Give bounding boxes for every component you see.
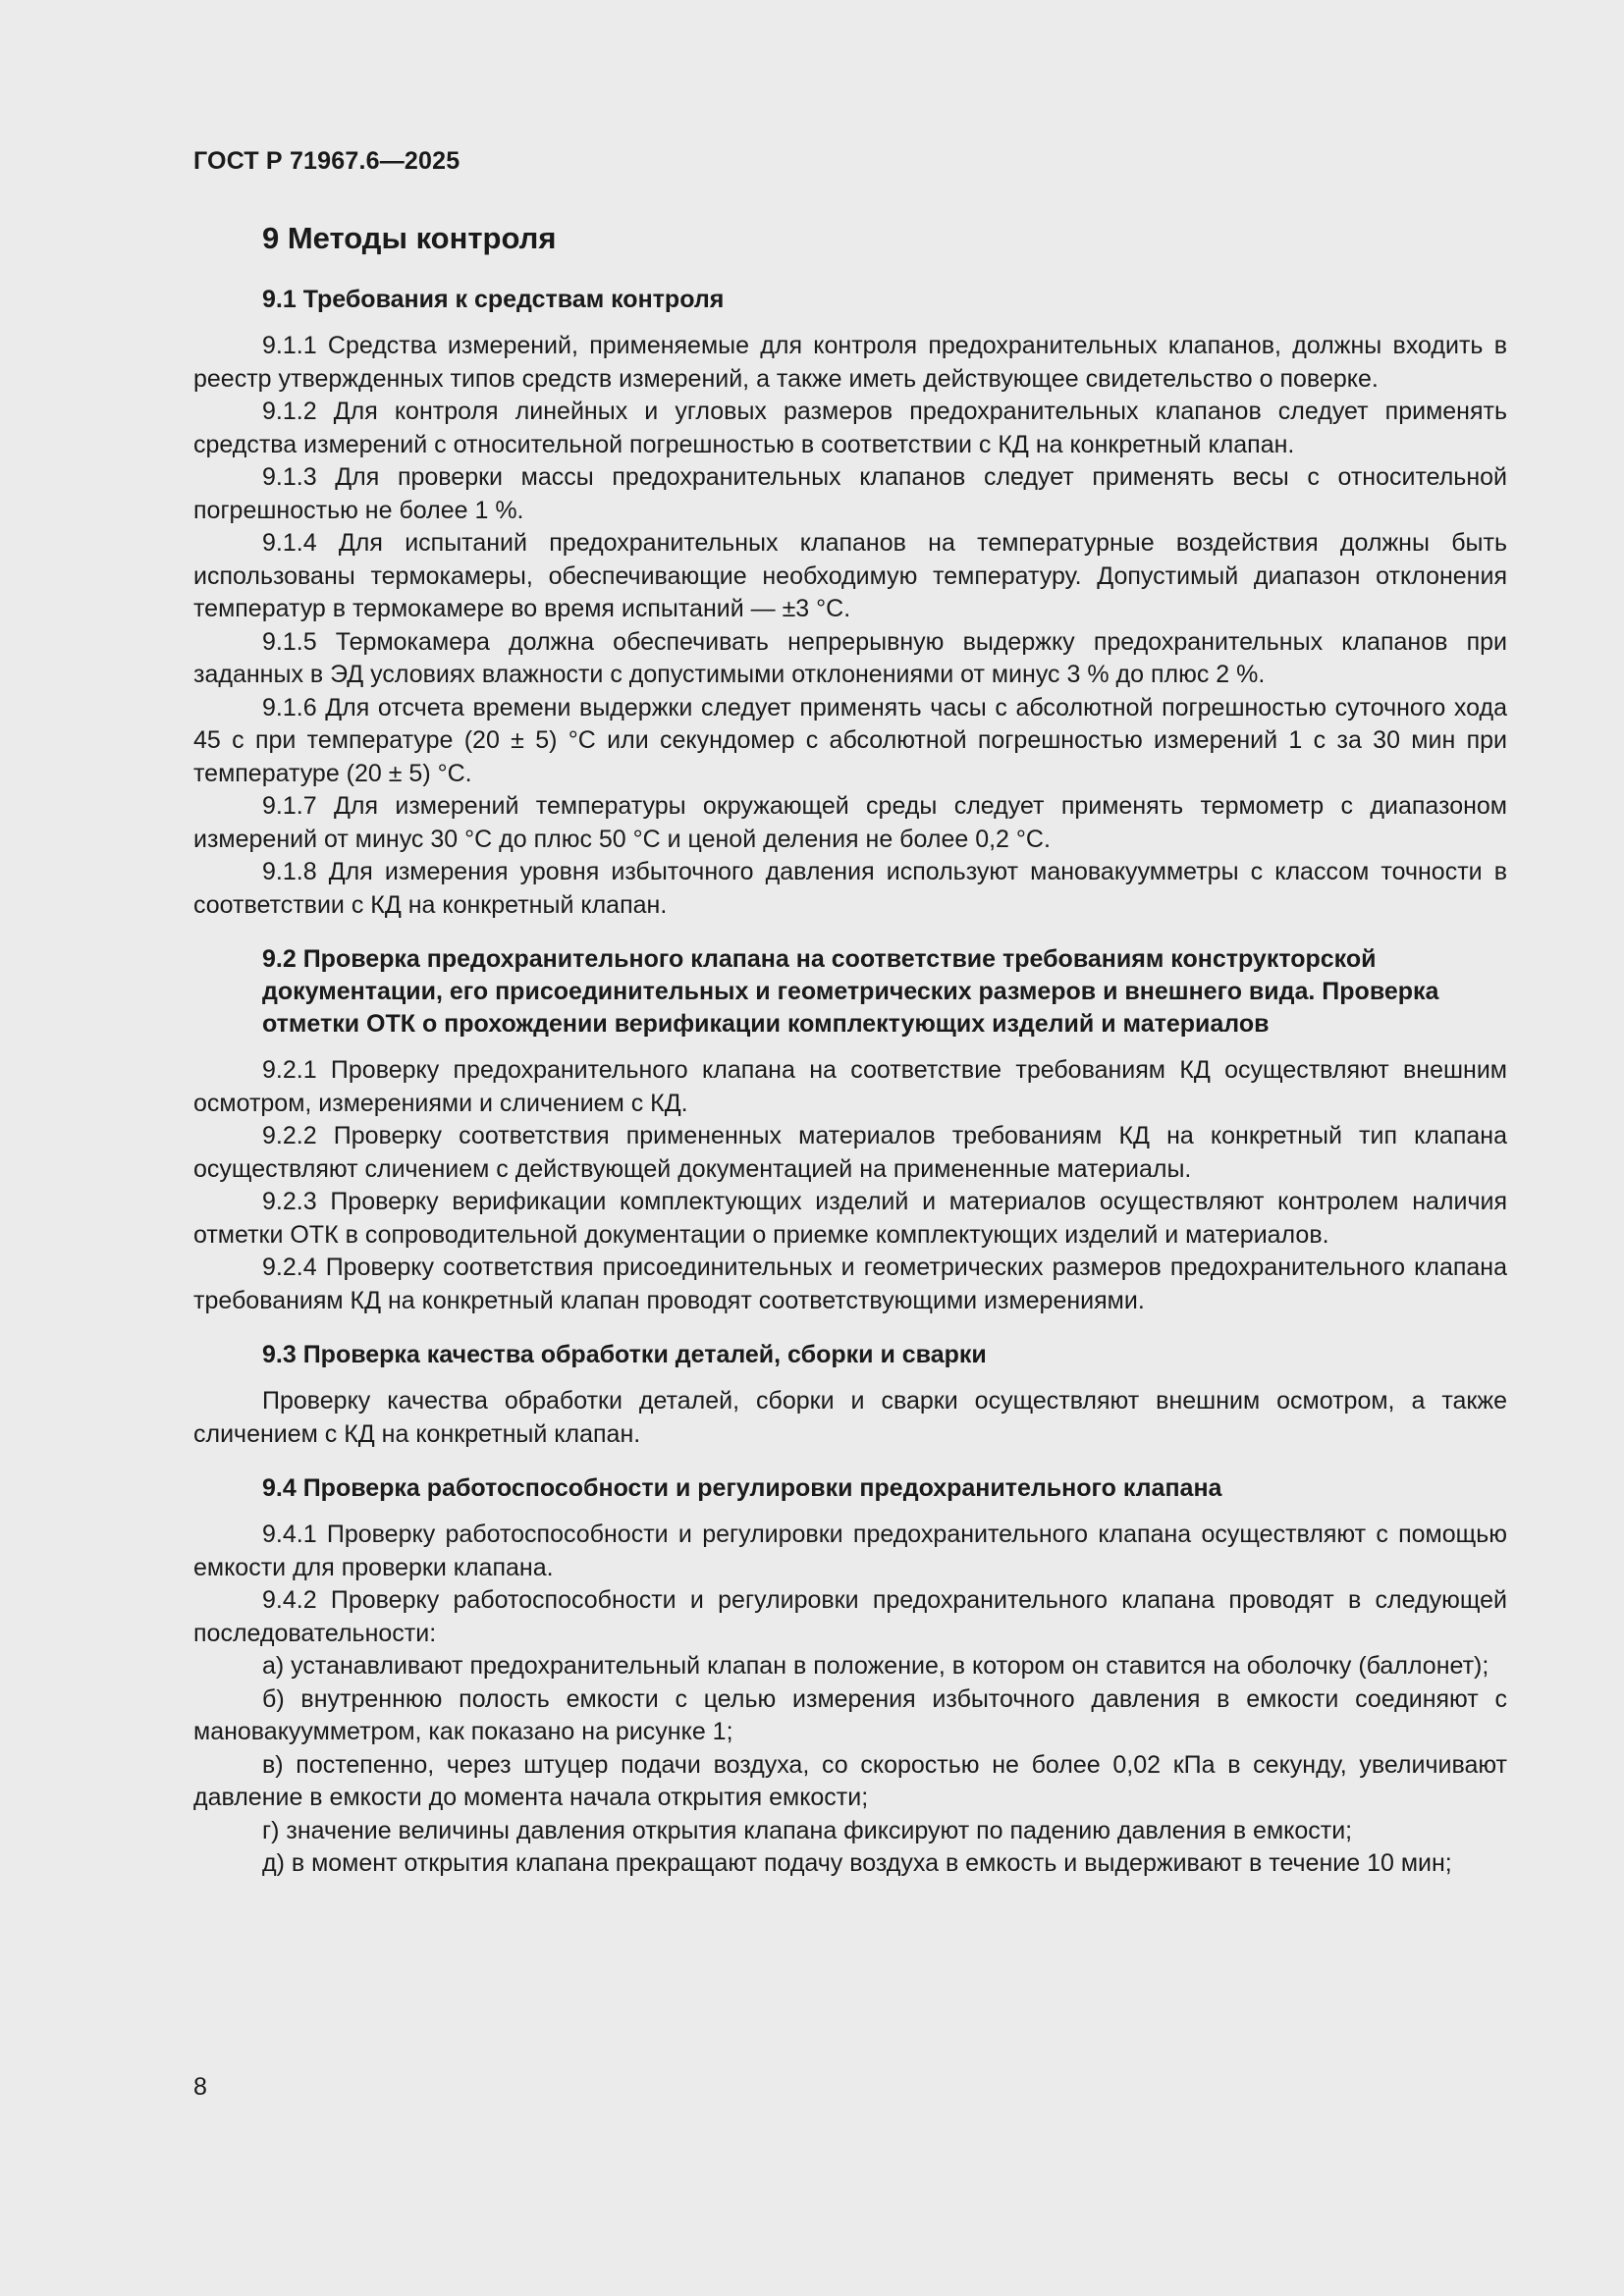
paragraph-9-2-1: 9.2.1 Проверку предохранительного клапана на соответствие требованиям КД осуществляют внешним осмотром, измерениями и сличением с КД. [193,1056,1507,1117]
paragraph-9-4-2: 9.4.2 Проверку работоспособности и регулировки предохранительного клапана проводят в следующей последовательности: [193,1586,1507,1647]
paragraph-9-2-4: 9.2.4 Проверку соответствия присоединительных и геометрических размеров предохранительного клапана требованиям КД на конкретный клапан проводят соответствующими измерениями. [193,1254,1507,1314]
subsection-title-9-4: 9.4 Проверка работоспособности и регулировки предохранительного клапана [262,1474,1222,1502]
document-id: ГОСТ Р 71967.6—2025 [193,147,460,175]
paragraph-9-1-6: 9.1.6 Для отсчета времени выдержки следует применять часы с абсолютной погрешностью суточного хода 45 с при температуре (20 ± 5) °С или секундомер с абсолютной погрешностью измерений 1 с за 30 мин при температуре (20 ± 5) °С. [193,693,1507,787]
list-item-c: в) постепенно, через штуцер подачи воздуха, со скоростью не более 0,02 кПа в секунду, увеличивают давление в емкости до момента начала открытия емкости; [193,1750,1507,1811]
list-item-e: д) в момент открытия клапана прекращают подачу воздуха в емкость и выдерживают в течение 10 мин; [262,1849,1452,1877]
section-title: 9 Методы контроля [262,221,557,255]
list-item-d: г) значение величины давления открытия клапана фиксируют по падению давления в емкости; [262,1816,1353,1844]
subsection-title-9-1: 9.1 Требования к средствам контроля [262,286,725,313]
paragraph-9-1-8: 9.1.8 Для измерения уровня избыточного давления используют мановакуумметры с классом точности в соответствии с КД на конкретный клапан. [193,858,1507,919]
paragraph-9-1-5: 9.1.5 Термокамера должна обеспечивать непрерывную выдержку предохранительных клапанов при заданных в ЭД условиях влажности с допустимыми отклонениями от минус 3 % до плюс 2 %. [193,627,1507,688]
list-item-a: а) устанавливают предохранительный клапан в положение, в котором он ставится на оболочку (баллонет); [262,1652,1489,1680]
paragraph-9-2-2: 9.2.2 Проверку соответствия примененных материалов требованиям КД на конкретный тип клапана осуществляют сличением с действующей документацией на примененные материалы. [193,1122,1507,1183]
paragraph-9-1-4: 9.1.4 Для испытаний предохранительных клапанов на температурные воздействия должны быть использованы термокамеры, обеспечивающие необходимую температуру. Допустимый диапазон отклонения температур в термокамере во время испытаний — ±3 °С. [193,529,1507,622]
paragraph-9-4-1: 9.4.1 Проверку работоспособности и регулировки предохранительного клапана осуществляют с помощью емкости для проверки клапана. [193,1521,1507,1581]
subsection-title-9-2: 9.2 Проверка предохранительного клапана на соответствие требованиям конструкторской документации, его присоединительных и геометрических размеров и внешнего вида. Проверка отметки ОТК о прохождении верификации комплектующих изделий и материалов [262,945,1439,1038]
paragraph-9-1-7: 9.1.7 Для измерений температуры окружающей среды следует применять термометр с диапазоном измерений от минус 30 °С до плюс 50 °С и ценой деления не более 0,2 °С. [193,792,1507,853]
paragraph-9-2-3: 9.2.3 Проверку верификации комплектующих изделий и материалов осуществляют контролем наличия отметки ОТК в сопроводительной документации о приемке комплектующих изделий и материалов. [193,1188,1507,1249]
page-content [193,221,1507,1881]
paragraph-9-1-3: 9.1.3 Для проверки массы предохранительных клапанов следует применять весы с относительной погрешностью не более 1 %. [193,463,1507,524]
paragraph-9-1-1: 9.1.1 Средства измерений, применяемые для контроля предохранительных клапанов, должны входить в реестр утвержденных типов средств измерений, а также иметь действующее свидетельство о поверке. [193,332,1507,393]
paragraph-9-1-2: 9.1.2 Для контроля линейных и угловых размеров предохранительных клапанов следует применять средства измерений с относительной погрешностью в соответствии с КД на конкретный клапан. [193,398,1507,458]
page-number: 8 [193,2073,207,2101]
list-item-b: б) внутреннюю полость емкости с целью измерения избыточного давления в емкости соединяют с мановакуумметром, как показано на рисунке 1; [193,1684,1507,1745]
subsection-title-9-3: 9.3 Проверка качества обработки деталей, сборки и сварки [262,1341,987,1368]
paragraph-9-3: Проверку качества обработки деталей, сборки и сварки осуществляют внешним осмотром, а также сличением с КД на конкретный клапан. [193,1387,1507,1448]
